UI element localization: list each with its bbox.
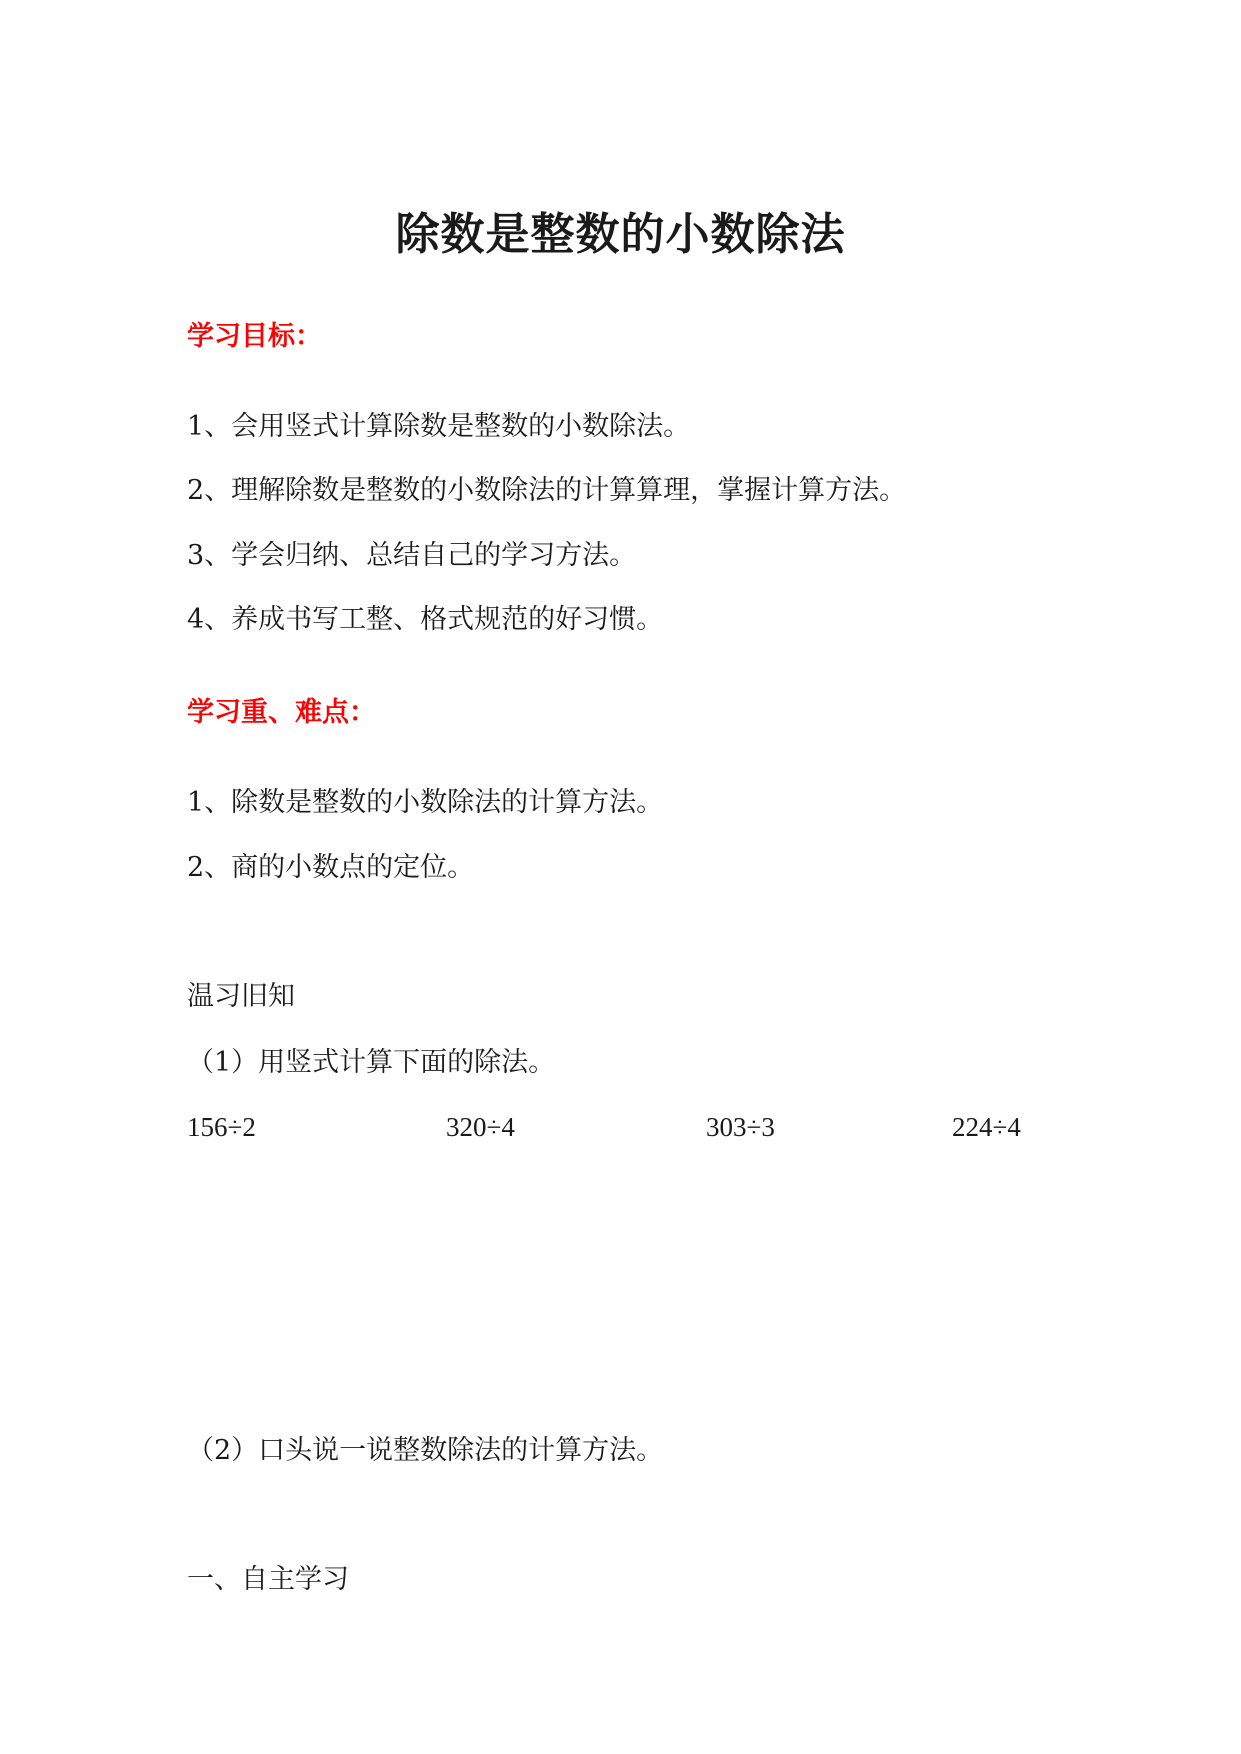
section-1-heading: 一、自主学习: [187, 1564, 349, 1595]
division-problem-1: 156÷2: [187, 1112, 256, 1142]
objective-item-3: 3、学会归纳、总结自己的学习方法。: [187, 540, 637, 571]
division-problem-3: 303÷3: [706, 1112, 775, 1142]
page-title: 除数是整数的小数除法: [395, 209, 846, 260]
objectives-heading: 学习目标：: [187, 321, 322, 352]
review-heading: 温习旧知: [187, 981, 295, 1012]
division-problem-2: 320÷4: [446, 1112, 515, 1142]
objective-item-1: 1、会用竖式计算除数是整数的小数除法。: [187, 411, 691, 442]
objective-item-4: 4、养成书写工整、格式规范的好习惯。: [187, 604, 664, 635]
key-points-heading: 学习重、难点：: [187, 697, 376, 728]
key-point-item-1: 1、除数是整数的小数除法的计算方法。: [187, 787, 664, 818]
review-question-1: （1）用竖式计算下面的除法。: [187, 1047, 556, 1078]
key-point-item-2: 2、商的小数点的定位。: [187, 852, 475, 883]
objective-item-2: 2、理解除数是整数的小数除法的计算算理，掌握计算方法。: [187, 475, 907, 506]
division-problem-4: 224÷4: [952, 1112, 1021, 1142]
review-question-2: （2）口头说一说整数除法的计算方法。: [187, 1435, 664, 1466]
